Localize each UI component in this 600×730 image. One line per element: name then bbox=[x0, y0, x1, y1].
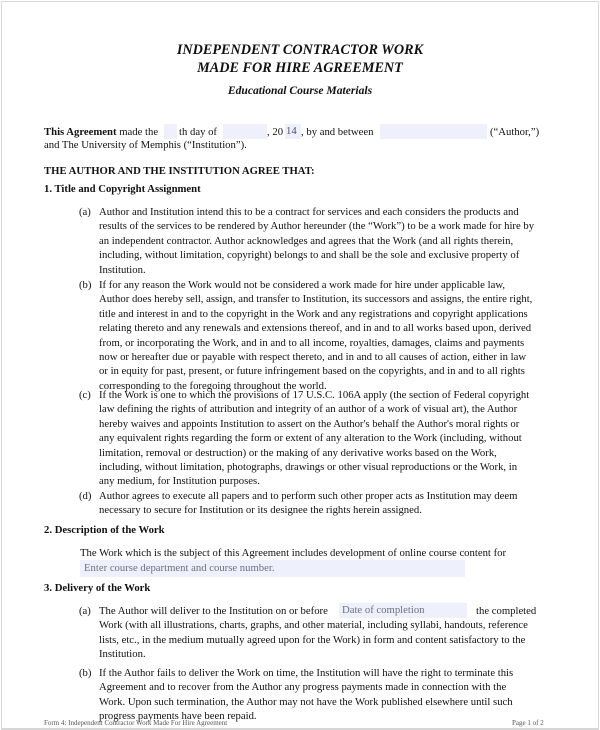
footer-form-title: Form 4: Independent Contractor Work Made For Hire Agreement bbox=[44, 719, 228, 727]
item-label: (d) bbox=[79, 490, 92, 502]
section2-text: The Work which is the subject of this Agreement includes development of online course content for bbox=[80, 547, 507, 559]
item-line: If the Author fails to deliver the Work on time, the Institution will have the right to terminate this bbox=[99, 667, 514, 679]
item-line: any medium, for Institution purposes. bbox=[99, 475, 260, 488]
section3-heading: 3. Delivery of the Work bbox=[44, 582, 151, 594]
item-line: corresponding to the foregoing throughout the world. bbox=[99, 379, 327, 392]
document-subtitle: Educational Course Materials bbox=[227, 84, 373, 97]
day-field[interactable] bbox=[164, 124, 177, 139]
item-label: (c) bbox=[79, 389, 91, 401]
document-title-line2: MADE FOR HIRE AGREEMENT bbox=[197, 60, 403, 76]
item-line: including, without limitation, photographs, drawings or other visual reproductions or the Work, in bbox=[99, 460, 518, 473]
item-line: from, or incorporating the Work, and in and to all income, royalties, damages, claims and payments bbox=[99, 336, 525, 349]
author-label: (“Author,”) bbox=[490, 126, 540, 138]
item-line: Work (with all illustrations, charts, graphs, and other material, including syllabi, handouts, reference bbox=[99, 619, 528, 632]
course-field[interactable]: Enter course department and course number. bbox=[80, 560, 465, 577]
item-line: Agreement and to recover from the Author any progress payments made in connection with the bbox=[99, 681, 507, 694]
item-line: hereby waives and appoints Institution to assert on the Author's behalf the Author's moral rights or bbox=[99, 417, 520, 430]
agree-heading: THE AUTHOR AND THE INSTITUTION AGREE THAT: bbox=[44, 165, 315, 177]
intro-lead-bold: This Agreement bbox=[44, 126, 117, 138]
item-line: an independent contractor. Author acknowledges and agrees that the Work (and all rights therein, bbox=[99, 234, 514, 247]
item-line: Author does hereby sell, assign, and transfer to Institution, its successors and assigns, the entire right, bbox=[99, 293, 533, 306]
item-label: (a) bbox=[79, 206, 91, 218]
year-field[interactable]: 14 bbox=[285, 124, 301, 139]
item-line: title and interest in and to the copyright in the Work and any registrations and copyright applications bbox=[99, 307, 528, 320]
item-line: results of the services to be rendered by Author hereunder (the “Work”) to be a work made for hire by bbox=[99, 220, 535, 233]
section2-heading: 2. Description of the Work bbox=[44, 524, 165, 536]
item-line-after-date: the completed bbox=[476, 605, 537, 617]
item-line: lists, etc., in the medium mutually agreed upon for the Work) in form and content satisfactory to the bbox=[99, 633, 526, 646]
item-line: Institution. bbox=[99, 263, 146, 276]
item-line: Author agrees to execute all papers and to perform such other proper acts as Institution may deem bbox=[99, 490, 518, 502]
footer-page-number: Page 1 of 2 bbox=[512, 719, 544, 727]
item-line: including, without limitation, copyright) belongs to and shall be the sole and exclusive property of bbox=[99, 249, 520, 262]
section1-heading: 1. Title and Copyright Assignment bbox=[44, 183, 201, 195]
intro-made-the: made the bbox=[119, 126, 159, 138]
item-line: Author and Institution intend this to be a contract for services and each considers the products and bbox=[99, 206, 519, 218]
item-line: If the Work is one to which the provisions of 17 U.S.C. 106A apply (the section of Federal copyright bbox=[99, 389, 530, 401]
item-line: now or hereafter due or payable with respect thereto, and in and to all causes of action, either in law bbox=[99, 350, 527, 363]
item-line: any equivalent rights regarding the form or extent of any alteration to the Work (including, without bbox=[99, 432, 522, 445]
item-line: necessary to secure for Institution or its designee the rights herein assigned. bbox=[99, 504, 422, 517]
intro-line2: and The University of Memphis (“Institution”). bbox=[44, 139, 247, 151]
item-line: limitation, removal or destruction) or the making of any derivative works based on the Work, bbox=[99, 446, 497, 459]
item-line: or in equity for past, present, or future infringement based on the copyrights, and in and to all rights bbox=[99, 365, 525, 378]
item-line: The Author will deliver to the Institution on or before bbox=[99, 605, 328, 617]
item-line: Institution. bbox=[99, 648, 146, 661]
item-label: (a) bbox=[79, 605, 91, 617]
item-line: relating thereto and any renewals and extensions thereof, and in and to all works based upon, derived bbox=[99, 322, 532, 335]
item-label: (b) bbox=[79, 667, 92, 679]
item-line: If for any reason the Work would not be considered a work made for hire under applicable law, bbox=[99, 279, 506, 291]
intro-by-and-between: , by and between bbox=[301, 126, 374, 138]
item-line: Work. Upon such termination, the Author may not have the Work published elsewhere until such bbox=[99, 695, 513, 708]
completion-date-field[interactable]: Date of completion bbox=[339, 603, 467, 618]
item-line: progress payments have been repaid. bbox=[99, 710, 257, 723]
author-name-field[interactable] bbox=[380, 124, 487, 139]
document-page bbox=[1, 1, 599, 730]
document-title-line1: INDEPENDENT CONTRACTOR WORK bbox=[176, 42, 424, 58]
item-line: law defining the rights of attribution and integrity of an author of a work of visual art), the Author bbox=[99, 403, 518, 416]
intro-lead bbox=[44, 125, 158, 139]
month-field[interactable] bbox=[223, 124, 267, 139]
intro-year-prefix: , 20 bbox=[267, 126, 284, 138]
item-label: (b) bbox=[79, 279, 92, 291]
intro-th-day-of: th day of bbox=[179, 126, 217, 138]
